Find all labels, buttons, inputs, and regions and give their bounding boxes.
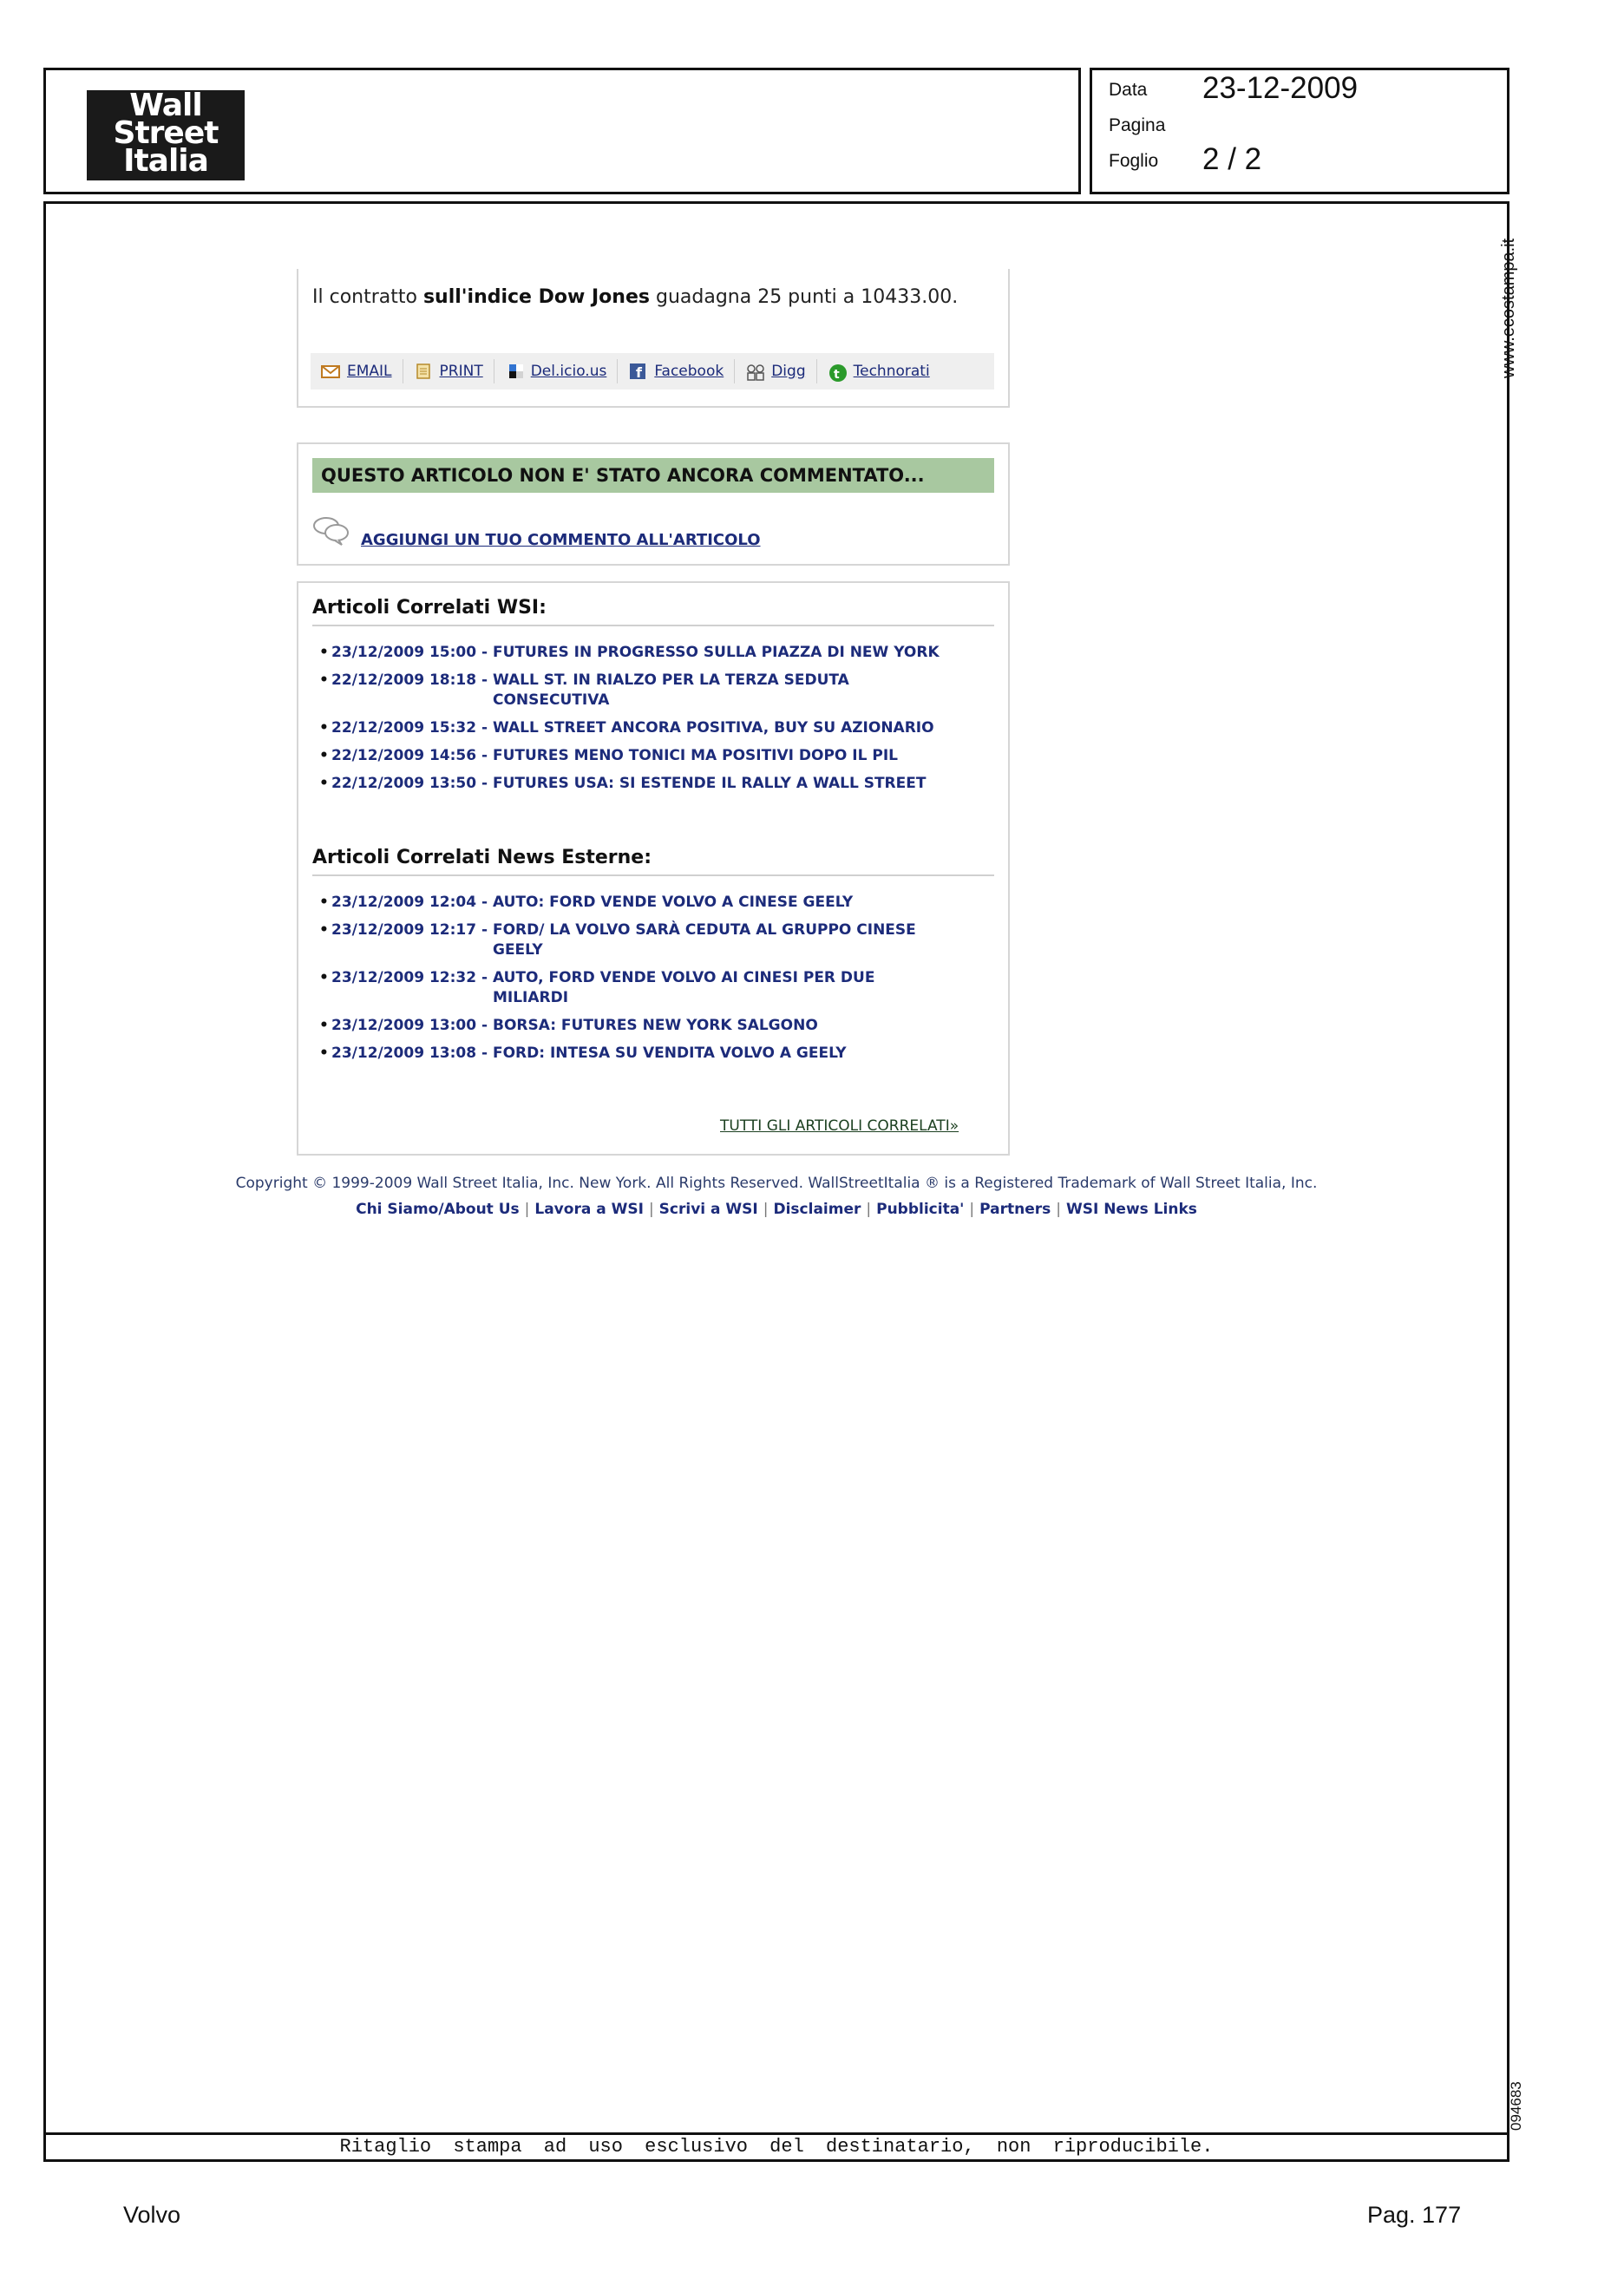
list-item[interactable]: • 23/12/2009 12:04 - AUTO: FORD VENDE VOLVO A CINESE GEELY — [319, 894, 854, 911]
article-lead — [312, 286, 958, 308]
svg-text:t: t — [833, 368, 840, 382]
footer-link-about[interactable]: Chi Siamo/About Us — [356, 1201, 520, 1218]
list-item[interactable]: • 22/12/2009 13:50 - FUTURES USA: SI ESTENDE IL RALLY A WALL STREET — [319, 775, 927, 792]
item-title[interactable]: FORD/ LA VOLVO SARÀ CEDUTA AL GRUPPO CINESE GEELY — [492, 921, 916, 959]
list-item[interactable]: • 22/12/2009 14:56 - FUTURES MENO TONICI MA POSITIVI DOPO IL PIL — [319, 747, 898, 764]
footer-links: Chi Siamo/About Us | Lavora a WSI | Scrivi a WSI | Disclaimer | Pubblicita' | Partners | WSI News Links — [356, 1201, 1197, 1218]
list-item[interactable]: • 23/12/2009 15:00 - FUTURES IN PROGRESSO SULLA PIAZZA DI NEW YORK — [319, 644, 940, 661]
lead-bold: sull'indice Dow Jones — [422, 286, 650, 308]
item-date: 22/12/2009 14:56 - — [331, 747, 493, 764]
item-date: 23/12/2009 13:08 - — [331, 1045, 493, 1062]
list-item[interactable]: • 23/12/2009 13:08 - FORD: INTESA SU VENDITA VOLVO A GEELY — [319, 1045, 847, 1062]
share-facebook-link[interactable]: Facebook — [654, 363, 724, 380]
copyright: Copyright © 1999-2009 Wall Street Italia, Inc. New York. All Rights Reserved. WallStreetItalia ® is a Registered Trademark of Wall Street Italia, Inc. — [235, 1175, 1318, 1192]
footer-link-news-links[interactable]: WSI News Links — [1065, 1201, 1197, 1218]
list-item[interactable]: • 23/12/2009 12:17 - FORD/ LA VOLVO SARÀ CEDUTA AL GRUPPO CINESE GEELY — [319, 920, 979, 960]
logo-line-3: Italia — [123, 143, 208, 179]
wall-street-italia-logo — [87, 90, 245, 180]
item-title[interactable]: FUTURES USA: SI ESTENDE IL RALLY A WALL STREET — [492, 775, 927, 792]
related-external-heading: Articoli Correlati News Esterne: — [312, 847, 652, 868]
comment-bubble-icon — [312, 515, 350, 547]
item-title[interactable]: AUTO: FORD VENDE VOLVO A CINESE GEELY — [492, 894, 854, 911]
email-icon — [321, 363, 340, 379]
list-item[interactable]: • 22/12/2009 18:18 - WALL ST. IN RIALZO PER LA TERZA SEDUTA CONSECUTIVA — [319, 671, 979, 711]
item-title[interactable]: AUTO, FORD VENDE VOLVO AI CINESI PER DUE MILIARDI — [492, 969, 875, 1006]
share-digg[interactable] — [735, 359, 816, 383]
footer-divider — [43, 2132, 1509, 2135]
related-wsi-divider — [312, 625, 994, 626]
lead-suffix: guadagna 25 punti a 10433.00. — [649, 286, 959, 308]
share-email-link[interactable]: EMAIL — [347, 363, 392, 380]
share-print-link[interactable]: PRINT — [439, 363, 483, 380]
share-technorati-link[interactable]: Technorati — [853, 363, 930, 380]
item-date: 23/12/2009 13:00 - — [331, 1017, 493, 1034]
logo-line-2: Street — [113, 115, 219, 151]
lead-prefix: Il contratto — [312, 286, 423, 308]
list-item[interactable]: • 23/12/2009 12:32 - AUTO, FORD VENDE VOLVO AI CINESI PER DUE MILIARDI — [319, 968, 979, 1008]
footer-link-disclaimer[interactable]: Disclaimer — [773, 1201, 861, 1218]
share-digg-link[interactable]: Digg — [771, 363, 806, 380]
ritaglio-notice: Ritaglio stampa ad uso esclusivo del destinatario, non riproducibile. — [339, 2136, 1214, 2158]
item-title[interactable]: WALL STREET ANCORA POSITIVA, BUY SU AZIONARIO — [492, 719, 934, 737]
item-title[interactable]: BORSA: FUTURES NEW YORK SALGONO — [492, 1017, 818, 1034]
footer-link-lavora[interactable]: Lavora a WSI — [534, 1201, 644, 1218]
item-title[interactable]: FUTURES MENO TONICI MA POSITIVI DOPO IL PIL — [492, 747, 898, 764]
item-title[interactable]: WALL ST. IN RIALZO PER LA TERZA SEDUTA CONSECUTIVA — [492, 671, 849, 709]
item-date: 23/12/2009 15:00 - — [331, 644, 493, 661]
footer-link-pubblicita[interactable]: Pubblicita' — [876, 1201, 965, 1218]
share-delicious-link[interactable]: Del.icio.us — [530, 363, 607, 380]
related-external-divider — [312, 874, 994, 876]
related-external-list — [319, 893, 979, 1071]
comments-status: QUESTO ARTICOLO NON E' STATO ANCORA COMMENTATO... — [312, 458, 994, 493]
share-facebook[interactable] — [618, 359, 735, 383]
data-label: Data — [1109, 80, 1148, 100]
share-bar — [311, 353, 994, 390]
data-value: 23-12-2009 — [1202, 71, 1359, 105]
technorati-icon — [828, 363, 847, 382]
related-wsi-heading: Articoli Correlati WSI: — [312, 597, 547, 619]
add-comment-link[interactable]: AGGIUNGI UN TUO COMMENTO ALL'ARTICOLO — [361, 531, 761, 549]
list-item[interactable]: • 22/12/2009 15:32 - WALL STREET ANCORA POSITIVA, BUY SU AZIONARIO — [319, 719, 934, 737]
pagina-label: Pagina — [1109, 115, 1166, 135]
related-wsi-list — [319, 643, 979, 802]
item-date: 22/12/2009 13:50 - — [331, 775, 493, 792]
share-email[interactable] — [311, 359, 403, 383]
svg-text:f: f — [636, 364, 643, 379]
item-date: 22/12/2009 18:18 - — [331, 671, 493, 689]
item-date: 23/12/2009 12:17 - — [331, 921, 493, 939]
foglio-value: 2 / 2 — [1202, 142, 1262, 176]
facebook-icon — [628, 363, 647, 379]
item-date: 22/12/2009 15:32 - — [331, 719, 493, 737]
clipping-subject: Volvo — [123, 2202, 181, 2228]
page-number: Pag. 177 — [1367, 2202, 1462, 2228]
all-related-link[interactable]: TUTTI GLI ARTICOLI CORRELATI» — [720, 1117, 959, 1135]
share-print[interactable] — [403, 359, 494, 383]
item-title[interactable]: FUTURES IN PROGRESSO SULLA PIAZZA DI NEW YORK — [492, 644, 940, 661]
item-date: 23/12/2009 12:32 - — [331, 969, 493, 986]
list-item[interactable]: • 23/12/2009 13:00 - BORSA: FUTURES NEW YORK SALGONO — [319, 1017, 818, 1034]
share-technorati[interactable] — [817, 359, 940, 383]
digg-icon — [745, 363, 764, 379]
footer-link-scrivi[interactable]: Scrivi a WSI — [658, 1201, 758, 1218]
side-code: 094683 — [1508, 2081, 1524, 2131]
side-url: www.ecostampa.it — [1499, 238, 1518, 378]
print-icon — [414, 363, 433, 379]
footer-link-partners[interactable]: Partners — [979, 1201, 1051, 1218]
share-delicious[interactable] — [494, 359, 619, 383]
item-date: 23/12/2009 12:04 - — [331, 894, 493, 911]
foglio-label: Foglio — [1109, 151, 1159, 171]
item-title[interactable]: FORD: INTESA SU VENDITA VOLVO A GEELY — [492, 1045, 847, 1062]
delicious-icon — [505, 363, 524, 379]
logo-line-1: Wall — [129, 88, 202, 123]
